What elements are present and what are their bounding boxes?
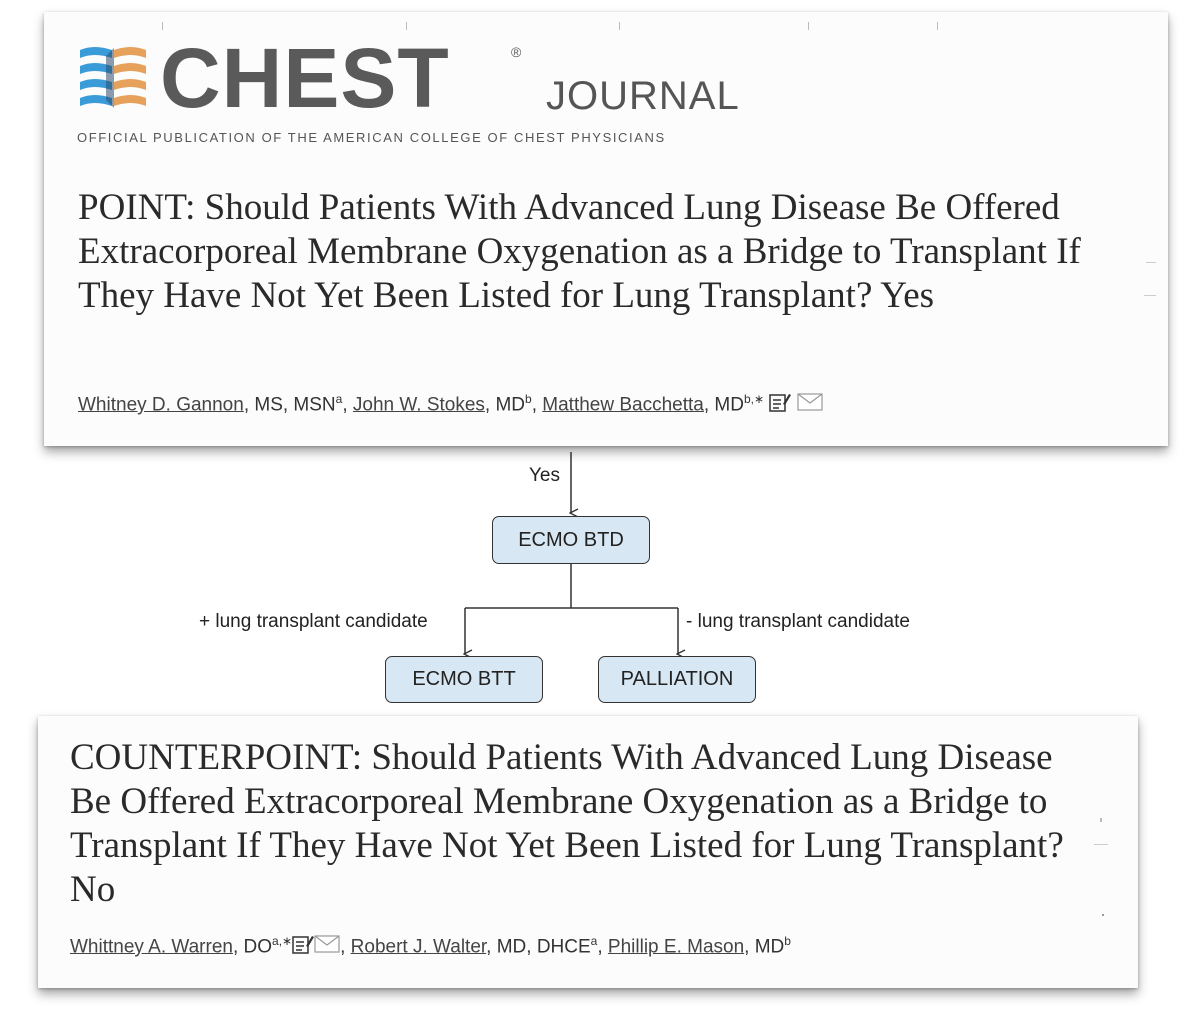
counterpoint-author-list: Whittney A. Warren, $DO^{a,∗}$ , Robert J. Walter, MD, DHCE$^a$, Phillip E. Mason, $MD^b$ <box>70 934 791 958</box>
author-credentials: , MD <box>703 394 744 416</box>
point-author-list: Whitney D. Gannon, MS, MSN$^a$, John W. Stokes, $MD^b$, Matthew Bacchetta, $MD^{b,∗}$ <box>78 392 823 416</box>
author-affiliation: b <box>784 934 791 948</box>
author-link[interactable]: Whittney A. Warren <box>70 936 233 958</box>
positive-candidate-label: + lung transplant candidate <box>199 611 428 632</box>
author-credentials: , MS, MSN <box>243 394 336 416</box>
author-credentials: , DO <box>232 936 273 958</box>
author-affiliation: b <box>525 392 532 406</box>
counterpoint-title: COUNTERPOINT: Should Patients With Advanced Lung Disease Be Offered Extracorporeal Membrane Oxygenation as a Bridge to Transplant If They Have Not Yet Been Listed for Lung Transplant? No <box>70 737 1064 910</box>
author-link[interactable]: Phillip E. Mason <box>607 936 745 958</box>
point-title: POINT: Should Patients With Advanced Lung Disease Be Offered Extracorporeal Membrane Oxygenation as a Bridge to Transplant If They Have Not Yet Been Listed for Lung Transplant? Yes <box>78 187 1081 316</box>
edge-mark <box>1094 844 1108 845</box>
yes-label: Yes <box>529 465 560 486</box>
palliation-node: PALLIATION <box>598 656 756 703</box>
ecmo-btd-node: ECMO BTD <box>492 516 650 564</box>
brand-name: CHEST <box>160 31 450 125</box>
negative-candidate-label: - lung transplant candidate <box>686 611 910 632</box>
author-credentials: , MD <box>744 936 785 958</box>
author-affiliation: b,∗ <box>743 392 765 406</box>
author-link[interactable]: John W. Stokes <box>352 394 485 416</box>
edge-mark <box>1100 818 1102 822</box>
author-affiliation: a <box>335 392 343 406</box>
mail-icon[interactable] <box>314 935 340 953</box>
registered-mark: ® <box>511 44 522 60</box>
edge-mark <box>1102 914 1104 916</box>
author-link[interactable]: Robert J. Walter <box>350 936 487 958</box>
author-link[interactable]: Whitney D. Gannon <box>78 394 244 416</box>
author-affiliation: a,∗ <box>272 934 293 948</box>
publication-tagline: OFFICIAL PUBLICATION OF THE AMERICAN COLLEGE OF CHEST PHYSICIANS <box>77 130 666 145</box>
author-credentials: , MD <box>484 394 526 416</box>
journal-word: JOURNAL <box>546 74 740 118</box>
edit-note-icon[interactable] <box>292 934 314 954</box>
ecmo-btt-node: ECMO BTT <box>385 656 543 703</box>
counterpoint-article-header <box>38 716 1138 988</box>
author-affiliation: a <box>590 934 598 948</box>
author-link[interactable]: Matthew Bacchetta <box>542 394 704 416</box>
author-credentials: , MD, DHCE <box>486 936 591 958</box>
